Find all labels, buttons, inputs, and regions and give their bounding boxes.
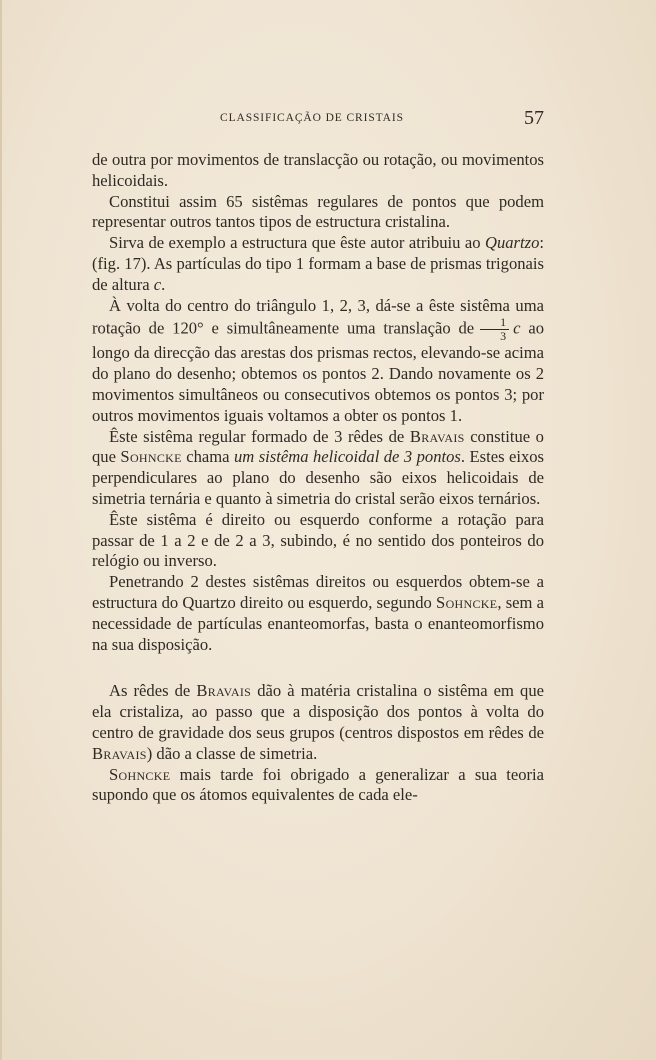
text-run: À volta do centro do triângulo 1, 2, 3, dá-se a êste sistêma uma rotação de 120° e simultâneamente uma translação de: [92, 295, 544, 338]
paragraph-generalize: [92, 765, 544, 807]
name-sohncke: Sohncke: [109, 764, 171, 784]
paragraph-example: [92, 233, 544, 295]
variable-c: c: [153, 274, 162, 294]
text-run: dão à matéria cristalina o sistêma em que ela cristaliza, ao passo que a disposição dos pontos à volta do centro de gravidade dos seus grupos (centros dispostos em rêdes de: [92, 681, 544, 742]
text-run: .: [161, 274, 166, 294]
fraction-denominator: 3: [500, 329, 507, 344]
text-run: , sem a necessidade de partículas enanteomorfas, basta o enanteomorfismo na sua disposição.: [92, 592, 544, 654]
paragraph-systems: Constitui assim 65 sistêmas regulares de pontos que podem representar outros tantos tipos de estructura cristalina.: [92, 191, 544, 232]
paragraph-direction: Êste sistêma é direito ou esquerdo conforme a rotação para passar de 1 a 2 e de 2 a 3, subindo, é no sentido dos ponteiros do relógio ou inverso.: [92, 509, 544, 571]
name-bravais: Bravais: [92, 743, 147, 763]
paragraph-nets: [92, 681, 544, 764]
paragraph-rotation: [92, 296, 544, 427]
name-bravais: Bravais: [409, 426, 465, 446]
fraction-numerator: 1: [480, 316, 509, 330]
text-run: mais tarde foi obrigado a generalizar a sua teoria supondo que os átomos equivalentes de cada ele-: [92, 764, 544, 805]
text-run: chama: [181, 447, 234, 467]
text-run: constitue o que: [92, 426, 544, 467]
fraction-one-third: [480, 316, 509, 343]
paragraph-continuation: de outra por movimentos de translacção ou rotação, ou movimentos helicoidais.: [92, 150, 544, 190]
page-number: 57: [524, 107, 544, 129]
name-bravais: Bravais: [196, 681, 252, 701]
quartz-term: Quartzo: [484, 233, 540, 253]
text-run: As rêdes de: [109, 681, 197, 701]
running-head: CLASSIFICAÇÃO DE CRISTAIS: [220, 112, 404, 124]
text-run: Penetrando 2 destes sistêmas direitos ou esquerdos obtem-se a estructura do Quartzo direito ou esquerdo, segundo: [92, 572, 544, 612]
text-run: ao longo da direcção das arestas dos prismas rectos, elevando-se acima do plano do desenho; obtemos os pontos 2. Dando novamente os 2 movimentos simultâneos ou consecutivos obtemos os pontos 3; por outros movimentos iguais voltamos a obter os pontos 1.: [92, 318, 544, 425]
text-run: ) dão a classe de simetria.: [146, 743, 318, 763]
text-run: Êste sistêma regular formado de 3 rêdes de: [109, 426, 410, 446]
body-text: [92, 150, 544, 806]
term-helicoidal: um sistêma helicoidal de 3 pontos: [233, 447, 461, 467]
name-sohncke: Sohncke: [436, 592, 498, 612]
paragraph-enanteomorph: [92, 572, 544, 655]
paragraph-regular-system: [92, 427, 544, 510]
text-run: Sirva de exemplo a estructura que êste autor atribuiu ao: [109, 233, 485, 253]
variable-c: c: [513, 318, 521, 338]
page-header: [92, 107, 544, 131]
name-sohncke: Sohncke: [120, 447, 182, 467]
text-run: : (fig. 17). As partículas do tipo 1 formam a base de prismas trigonais de altura: [92, 233, 544, 294]
text-run: . Estes eixos perpendiculares ao plano do desenho são eixos helicoidais de simetria ternária e quanto à simetria do cristal serão eixos ternários.: [92, 447, 545, 508]
